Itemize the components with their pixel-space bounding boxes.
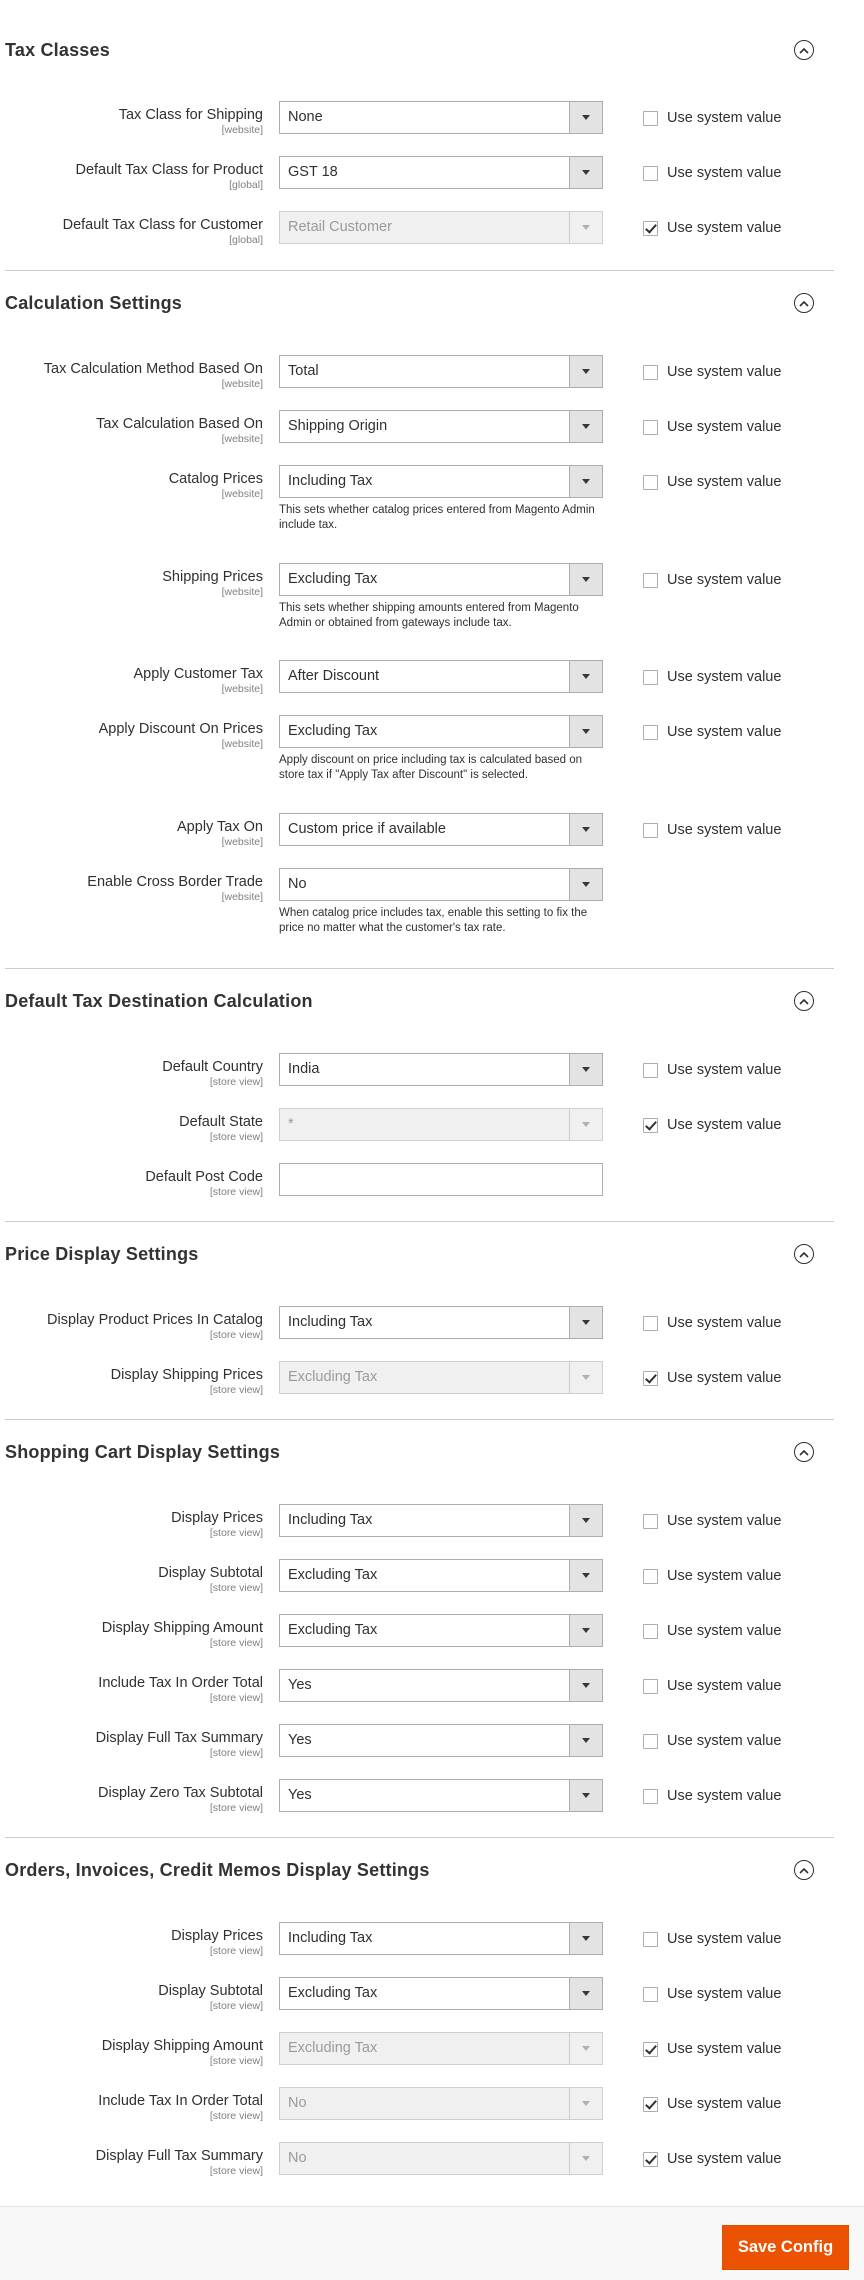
shipping-prices-select[interactable] [279,563,603,596]
caret-down-icon [582,1991,590,1996]
selected-value: Excluding Tax [288,1985,378,2001]
scope-label: [store view] [209,2110,263,2122]
scope-label: [store view] [209,1131,263,1143]
display-shipping-amount-select[interactable] [279,1614,603,1647]
field-label: Shipping Prices [162,569,263,585]
field-label-group [0,818,263,848]
include-tax-in-order-total-select [279,2087,603,2120]
tax-class-for-shipping-select[interactable] [279,101,603,134]
scope-label: [store view] [209,1384,263,1396]
field-label: Display Shipping Prices [110,1367,263,1383]
scope-label: [store view] [209,1582,263,1594]
field-label-group [0,106,263,136]
page-actions-bar [0,2206,864,2280]
selected-value: After Discount [288,668,380,684]
use-system-value-label: Use system value [667,1513,782,1529]
dropdown-toggle[interactable] [569,869,602,900]
selected-value: Custom price if available [288,821,446,837]
use-system-value-label: Use system value [667,1117,782,1133]
selected-value: Excluding Tax [288,2040,378,2056]
use-system-value-toggle[interactable] [643,1787,781,1805]
use-system-value-toggle[interactable] [643,821,781,839]
field-label: Default Tax Class for Customer [62,217,263,233]
dropdown-toggle[interactable] [569,1670,602,1701]
field-label: Include Tax In Order Total [98,1675,263,1691]
use-system-value-checkbox[interactable] [643,1316,658,1331]
field-label: Display Full Tax Summary [95,2148,263,2164]
scope-label: [store view] [209,1945,263,1957]
use-system-value-checkbox[interactable] [643,1371,658,1386]
scope-label: [store view] [209,1527,263,1539]
field-label-group [0,415,263,445]
caret-down-icon [582,1738,590,1743]
dropdown-toggle [569,2033,602,2064]
section-title: Orders, Invoices, Credit Memos Display Settings [5,1860,430,1880]
display-subtotal-select[interactable] [279,1977,603,2010]
caret-down-icon [582,225,590,230]
use-system-value-toggle[interactable] [643,219,781,237]
field-label-group [0,1729,263,1759]
scope-label: [website] [221,738,263,750]
field-label-group [0,2092,263,2122]
caret-down-icon [582,1793,590,1798]
caret-down-icon [582,1320,590,1325]
field-label: Display Product Prices In Catalog [47,1312,263,1328]
use-system-value-label: Use system value [667,1370,782,1386]
use-system-value-label: Use system value [667,572,782,588]
caret-down-icon [582,729,590,734]
use-system-value-toggle[interactable] [643,1369,781,1387]
caret-down-icon [582,1518,590,1523]
dropdown-toggle[interactable] [569,411,602,442]
use-system-value-toggle[interactable] [643,164,781,182]
field-label-group [0,216,263,246]
use-system-value-checkbox[interactable] [643,2152,658,2167]
field-label-group [0,1168,263,1198]
field-label: Display Prices [171,1928,263,1944]
chevron-up-icon[interactable] [794,293,814,313]
selected-value: Including Tax [288,1930,373,1946]
apply-customer-tax-select[interactable] [279,660,603,693]
field-label: Include Tax In Order Total [98,2093,263,2109]
use-system-value-toggle[interactable] [643,2095,781,2113]
field-label: Display Subtotal [158,1983,263,1999]
dropdown-toggle[interactable] [569,814,602,845]
field-label-group [0,1113,263,1143]
scope-label: [website] [221,488,263,500]
field-label-group [0,1311,263,1341]
use-system-value-label: Use system value [667,474,782,490]
dropdown-toggle[interactable] [569,1780,602,1811]
field-label: Default State [179,1114,263,1130]
dropdown-toggle[interactable] [569,1054,602,1085]
section-title: Price Display Settings [5,1244,199,1264]
dropdown-toggle[interactable] [569,466,602,497]
field-label-group [0,2037,263,2067]
caret-down-icon [582,1573,590,1578]
caret-down-icon [582,170,590,175]
scope-label: [website] [221,433,263,445]
field-label: Tax Calculation Method Based On [43,361,263,377]
selected-value: Excluding Tax [288,723,378,739]
field-label: Display Prices [171,1510,263,1526]
use-system-value-toggle[interactable] [643,473,781,491]
field-label: Default Tax Class for Product [75,162,263,178]
dropdown-toggle[interactable] [569,1505,602,1536]
field-note: Apply discount on price including tax is calculated based on store tax if "Apply Tax after Discount" is selected. [279,754,583,781]
scope-label: [store view] [209,1076,263,1088]
use-system-value-toggle[interactable] [643,1314,781,1332]
dropdown-toggle[interactable] [569,157,602,188]
use-system-value-label: Use system value [667,220,782,236]
scope-label: [store view] [209,1637,263,1649]
use-system-value-label: Use system value [667,822,782,838]
field-label: Apply Customer Tax [133,666,263,682]
dropdown-toggle[interactable] [569,564,602,595]
caret-down-icon [582,115,590,120]
use-system-value-toggle[interactable] [643,668,781,686]
selected-value: Including Tax [288,473,373,489]
default-tax-class-for-customer-select [279,211,603,244]
use-system-value-checkbox[interactable] [643,725,658,740]
use-system-value-checkbox[interactable] [643,1932,658,1947]
scope-label: [global] [229,234,263,246]
section-header-default-tax-destination-calculation[interactable] [0,973,834,1029]
selected-value: GST 18 [288,164,338,180]
use-system-value-toggle[interactable] [643,1567,781,1585]
caret-down-icon [582,2046,590,2051]
field-label-group [0,1509,263,1539]
field-label: Tax Class for Shipping [118,107,263,123]
field-label: Display Zero Tax Subtotal [98,1785,263,1801]
use-system-value-checkbox[interactable] [643,365,658,380]
use-system-value-toggle[interactable] [643,363,781,381]
dropdown-toggle[interactable] [569,1615,602,1646]
dropdown-toggle[interactable] [569,661,602,692]
field-label: Display Full Tax Summary [95,1730,263,1746]
caret-down-icon [582,479,590,484]
save-config-button[interactable]: Save Config [722,2225,849,2270]
dropdown-toggle[interactable] [569,356,602,387]
use-system-value-toggle[interactable] [643,2040,781,2058]
selected-value: No [288,876,307,892]
field-label: Display Shipping Amount [101,1620,263,1636]
caret-down-icon [582,1122,590,1127]
field-label-group [0,720,263,750]
dropdown-toggle[interactable] [569,1978,602,2009]
dropdown-toggle[interactable] [569,716,602,747]
field-label-group [0,1058,263,1088]
caret-down-icon [582,1375,590,1380]
selected-value: Yes [288,1732,312,1748]
use-system-value-checkbox[interactable] [643,221,658,236]
selected-value: No [288,2095,307,2111]
dropdown-toggle [569,212,602,243]
scope-label: [store view] [209,1186,263,1198]
field-label-group [0,873,263,903]
field-label: Default Country [162,1059,263,1075]
field-note: This sets whether shipping amounts entered from Magento Admin or obtained from gateways include tax. [279,602,579,629]
use-system-value-label: Use system value [667,724,782,740]
section-divider [5,968,834,969]
caret-down-icon [582,882,590,887]
selected-value: Retail Customer [288,219,392,235]
selected-value: Including Tax [288,1314,373,1330]
caret-down-icon [582,1936,590,1941]
field-label-group [0,1564,263,1594]
use-system-value-toggle[interactable] [643,2150,781,2168]
chevron-up-icon[interactable] [794,1860,814,1880]
selected-value: Yes [288,1787,312,1803]
scope-label: [website] [221,836,263,848]
field-label-group [0,1927,263,1957]
display-prices-select[interactable] [279,1504,603,1537]
use-system-value-label: Use system value [667,364,782,380]
caret-down-icon [582,2156,590,2161]
caret-down-icon [582,424,590,429]
tax-calculation-based-on-select[interactable] [279,410,603,443]
use-system-value-checkbox[interactable] [643,2042,658,2057]
include-tax-in-order-total-select[interactable] [279,1669,603,1702]
caret-down-icon [582,1683,590,1688]
caret-down-icon [582,674,590,679]
chevron-up-icon[interactable] [794,1244,814,1264]
chevron-up-icon[interactable] [794,1442,814,1462]
default-state-select [279,1108,603,1141]
default-country-select[interactable] [279,1053,603,1086]
use-system-value-label: Use system value [667,165,782,181]
dropdown-toggle [569,2143,602,2174]
field-label-group [0,1784,263,1814]
selected-value: No [288,2150,307,2166]
use-system-value-toggle[interactable] [643,1985,781,2003]
scope-label: [store view] [209,2000,263,2012]
field-label: Tax Calculation Based On [96,416,263,432]
use-system-value-checkbox[interactable] [643,1569,658,1584]
section-divider [5,270,834,271]
dropdown-toggle[interactable] [569,102,602,133]
dropdown-toggle [569,1109,602,1140]
scope-label: [store view] [209,1692,263,1704]
use-system-value-toggle[interactable] [643,1732,781,1750]
caret-down-icon [582,827,590,832]
section-title: Calculation Settings [5,293,183,313]
use-system-value-checkbox[interactable] [643,475,658,490]
use-system-value-checkbox[interactable] [643,823,658,838]
caret-down-icon [582,577,590,582]
section-header-price-display-settings[interactable] [0,1226,834,1282]
use-system-value-checkbox[interactable] [643,1734,658,1749]
dropdown-toggle[interactable] [569,1560,602,1591]
field-label-group [0,568,263,598]
use-system-value-label: Use system value [667,1062,782,1078]
use-system-value-checkbox[interactable] [643,1987,658,2002]
display-full-tax-summary-select[interactable] [279,1724,603,1757]
use-system-value-checkbox[interactable] [643,111,658,126]
use-system-value-label: Use system value [667,2096,782,2112]
dropdown-toggle [569,1362,602,1393]
section-divider [5,1419,834,1420]
display-shipping-amount-select [279,2032,603,2065]
field-label: Display Shipping Amount [101,2038,263,2054]
dropdown-toggle[interactable] [569,1307,602,1338]
field-label: Catalog Prices [168,471,263,487]
scope-label: [global] [229,179,263,191]
selected-value: India [288,1061,320,1077]
use-system-value-label: Use system value [667,1623,782,1639]
use-system-value-label: Use system value [667,1733,782,1749]
field-label: Enable Cross Border Trade [87,874,263,890]
section-title: Shopping Cart Display Settings [5,1442,281,1462]
field-label-group [0,2147,263,2177]
dropdown-toggle [569,2088,602,2119]
selected-value: Total [288,363,319,379]
field-label-group [0,1982,263,2012]
field-label-group [0,161,263,191]
use-system-value-checkbox[interactable] [643,1514,658,1529]
tax-calculation-method-based-on-select[interactable] [279,355,603,388]
selected-value: Excluding Tax [288,1622,378,1638]
use-system-value-label: Use system value [667,669,782,685]
section-header-tax-classes[interactable] [0,22,834,78]
display-shipping-prices-select [279,1361,603,1394]
use-system-value-label: Use system value [667,1986,782,2002]
chevron-up-icon[interactable] [794,991,814,1011]
default-tax-class-for-product-select[interactable] [279,156,603,189]
use-system-value-toggle[interactable] [643,1512,781,1530]
field-label-group [0,1674,263,1704]
use-system-value-toggle[interactable] [643,1930,781,1948]
section-divider [5,1837,834,1838]
use-system-value-toggle[interactable] [643,571,781,589]
use-system-value-label: Use system value [667,1931,782,1947]
selected-value: * [288,1116,294,1132]
section-header-calculation-settings[interactable] [0,275,834,331]
apply-tax-on-select[interactable] [279,813,603,846]
selected-value: Excluding Tax [288,1567,378,1583]
scope-label: [website] [221,124,263,136]
scope-label: [website] [221,891,263,903]
use-system-value-toggle[interactable] [643,418,781,436]
display-product-prices-in-catalog-select[interactable] [279,1306,603,1339]
field-note: This sets whether catalog prices entered from Magento Admin include tax. [279,504,595,531]
scope-label: [website] [221,586,263,598]
use-system-value-label: Use system value [667,1788,782,1804]
use-system-value-checkbox[interactable] [643,1679,658,1694]
use-system-value-label: Use system value [667,2041,782,2057]
field-label-group [0,665,263,695]
section-title: Tax Classes [5,40,110,60]
scope-label: [website] [221,378,263,390]
field-label-group [0,360,263,390]
use-system-value-label: Use system value [667,2151,782,2167]
use-system-value-checkbox[interactable] [643,1624,658,1639]
display-full-tax-summary-select [279,2142,603,2175]
scope-label: [store view] [209,1802,263,1814]
enable-cross-border-trade-select[interactable] [279,868,603,901]
use-system-value-toggle[interactable] [643,1061,781,1079]
dropdown-toggle[interactable] [569,1923,602,1954]
use-system-value-label: Use system value [667,1678,782,1694]
apply-discount-on-prices-select[interactable] [279,715,603,748]
display-prices-select[interactable] [279,1922,603,1955]
section-header-shopping-cart-display-settings[interactable] [0,1424,834,1480]
selected-value: Shipping Origin [288,418,388,434]
field-label-group [0,1619,263,1649]
use-system-value-checkbox[interactable] [643,166,658,181]
section-header-orders-invoices-credit-memos-display-settings[interactable] [0,1842,834,1898]
use-system-value-checkbox[interactable] [643,1118,658,1133]
use-system-value-label: Use system value [667,110,782,126]
use-system-value-checkbox[interactable] [643,2097,658,2112]
use-system-value-toggle[interactable] [643,1116,781,1134]
use-system-value-toggle[interactable] [643,1622,781,1640]
caret-down-icon [582,2101,590,2106]
selected-value: Excluding Tax [288,571,378,587]
default-post-code-input[interactable] [279,1163,603,1196]
field-label: Apply Tax On [177,819,263,835]
field-label: Apply Discount On Prices [98,721,263,737]
field-label-group [0,470,263,500]
scope-label: [store view] [209,1329,263,1341]
catalog-prices-select[interactable] [279,465,603,498]
field-label: Display Subtotal [158,1565,263,1581]
use-system-value-toggle[interactable] [643,109,781,127]
dropdown-toggle[interactable] [569,1725,602,1756]
selected-value: Including Tax [288,1512,373,1528]
use-system-value-checkbox[interactable] [643,420,658,435]
scope-label: [store view] [209,2165,263,2177]
use-system-value-checkbox[interactable] [643,1789,658,1804]
caret-down-icon [582,369,590,374]
use-system-value-label: Use system value [667,419,782,435]
selected-value: None [288,109,323,125]
use-system-value-label: Use system value [667,1568,782,1584]
field-label-group [0,1366,263,1396]
display-subtotal-select[interactable] [279,1559,603,1592]
use-system-value-checkbox[interactable] [643,573,658,588]
display-zero-tax-subtotal-select[interactable] [279,1779,603,1812]
selected-value: Yes [288,1677,312,1693]
use-system-value-checkbox[interactable] [643,670,658,685]
use-system-value-toggle[interactable] [643,1677,781,1695]
use-system-value-label: Use system value [667,1315,782,1331]
caret-down-icon [582,1067,590,1072]
caret-down-icon [582,1628,590,1633]
selected-value: Excluding Tax [288,1369,378,1385]
chevron-up-icon[interactable] [794,40,814,60]
scope-label: [store view] [209,1747,263,1759]
scope-label: [website] [221,683,263,695]
field-note: When catalog price includes tax, enable this setting to fix the price no matter what the customer's tax rate. [279,907,588,934]
field-label: Default Post Code [145,1169,263,1185]
use-system-value-checkbox[interactable] [643,1063,658,1078]
use-system-value-toggle[interactable] [643,723,781,741]
scope-label: [store view] [209,2055,263,2067]
section-title: Default Tax Destination Calculation [5,991,313,1011]
section-divider [5,1221,834,1222]
